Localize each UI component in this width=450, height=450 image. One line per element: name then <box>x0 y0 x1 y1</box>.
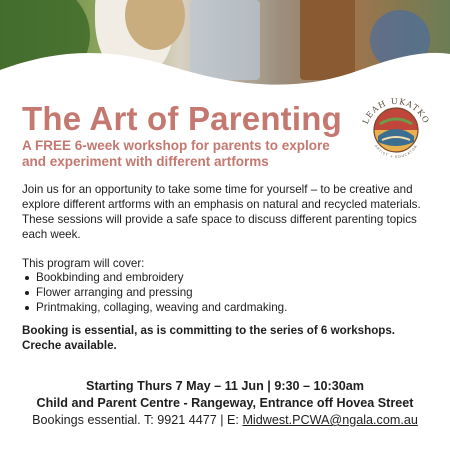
email-link[interactable]: Midwest.PCWA@ngala.com.au <box>242 413 418 427</box>
hero-photo <box>0 0 450 100</box>
event-dates: Starting Thurs 7 May – 11 Jun | 9:30 – 10:30am <box>86 379 364 393</box>
subtitle: A FREE 6-week workshop for parents to explore and experiment with different artforms <box>22 138 330 169</box>
program-item: Bookbinding and embroidery <box>22 270 432 285</box>
logo-tagline: ARTIST + EDUCATOR <box>373 144 419 160</box>
page-title: The Art of Parenting <box>22 100 342 137</box>
booking-note: Booking is essential, as is committing to the series of 6 workshops. Creche available. <box>22 324 396 352</box>
program-item: Flower arranging and pressing <box>22 285 432 300</box>
artist-logo <box>354 90 438 170</box>
contact-line <box>0 412 450 429</box>
event-venue: Child and Parent Centre - Rangeway, Entrance off Hovea Street <box>36 396 414 410</box>
wave-divider <box>0 0 450 100</box>
program-list <box>22 270 432 315</box>
event-details <box>0 378 450 429</box>
program-item: Printmaking, collaging, weaving and cardmaking. <box>22 300 432 315</box>
contact-phone-text: Bookings essential. T: 9921 4477 | E: <box>32 413 243 427</box>
program-heading: This program will cover: <box>22 257 145 270</box>
logo-name: LEAH UKATKO <box>360 96 432 126</box>
intro-paragraph: Join us for an opportunity to take some time for yourself – to be creative and explore different artforms with an emphasis on natural and recycled materials. These sessions will provide a safe space to discuss different parenting topics each week. <box>22 183 421 241</box>
